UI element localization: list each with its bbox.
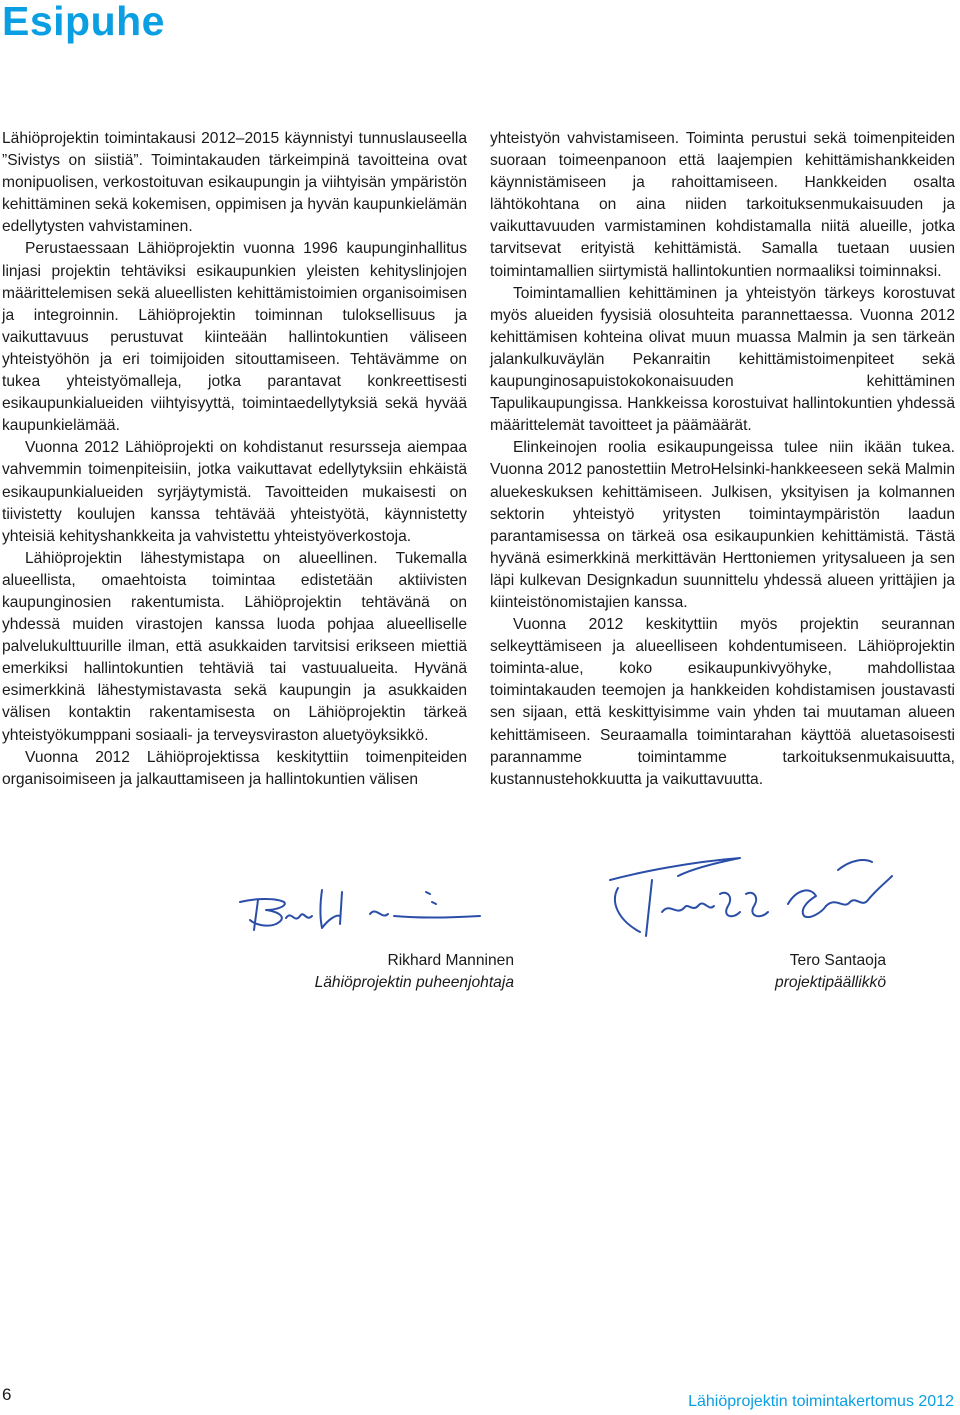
- signature-santaoja: [600, 850, 900, 950]
- signer-name: Tero Santaoja: [789, 952, 886, 969]
- footer-title: Lähiöprojektin toimintakertomus 2012: [688, 1393, 954, 1410]
- paragraph: Vuonna 2012 Lähiöprojektissa keskityttiin toimenpiteiden organisoimiseen ja jalkauttamiseen ja hallintokuntien välisen: [2, 748, 467, 788]
- signature-manninen: [236, 880, 486, 940]
- paragraph: Lähiöprojektin lähestymistapa on alueellinen. Tukemalla alueellista, omaehtoista toimintaa edistetään aktiivisten kaupunginosien rakentumista. Lähiöprojektin tehtävänä on yhdessä muiden virastojen kanssa luoda pohjaa alueelliselle palvelukulttuurille ilman, että asukkaiden tarvitsisi erikseen miettiä emerkiksi hallintokuntien tehtäviä tai vastuualueita. Hyvänä esimerkkinä lähestymistavasta sekä kaupungin ja asukkaiden välisen kontaktin rakentamisesta on Lähiöprojektin tärkeä yhteistyökumppani sosiaali- ja terveysviraston aluetyöyksikkö.: [2, 549, 467, 744]
- paragraph: Toimintamallien kehittäminen ja yhteistyön tärkeys korostuvat myös alueiden fyysisiä olosuhteita parannettaessa. Vuonna 2012 kehittämisen kohteina olivat muun muassa Malmin ja sen tärkeän jalankulkuväylän Pekanraitin kehittämistoimenpiteet sekä kaupunginosapuistokokonaisuuden kehittäminen Tapulikaupungissa. Hankkeissa korostuivat hallintokuntien yhdessä määrittelemät tavoitteet ja päämäärät.: [490, 284, 955, 435]
- page-title: Esipuhe: [2, 0, 165, 44]
- paragraph: Vuonna 2012 Lähiöprojekti on kohdistanut resursseja aiempaa vahvemmin toimenpiteisiin, jotka vaikuttavat edellytyksiin ehkäistä esikaupunkialueiden syrjäytymistä. Tavoitteiden mukaisesti on tiivistetty koulujen kanssa tehtävää yhteistyötä, käynnistetty yhteisiä kehityshankkeita ja vahvistettu yhteistyöverkostoja.: [2, 439, 467, 545]
- signer-block-santaoja: [775, 950, 886, 994]
- signer-block-manninen: [315, 950, 514, 994]
- signer-role: Lähiöprojektin puheenjohtaja: [314, 974, 514, 991]
- paragraph: yhteistyön vahvistamiseen. Toiminta perustui sekä toimenpiteiden suoraan toimeenpanoon että laajempien kehittämishankkeiden käynnistämiseen ja rahoittamiseen. Hankkeiden osalta lähtökohtana on aina niiden tarkoituksenmukaisuuden ja vaikuttavuuden varmistaminen kohdistamalla niitä alueille, jotka tarvitsevat erityistä kehittämistä. Samalla tuetaan uusien toimintamallien siirtymistä hallintokuntien normaaliksi toiminnaksi.: [490, 130, 955, 280]
- paragraph: Lähiöprojektin toimintakausi 2012–2015 käynnistyi tunnuslauseella ”Sivistys on siistiä”. Toimintakauden tärkeimpinä tavoitteina ovat monipuolisen, verkostoituvan esikaupungin ja viihtyisän ympäristön kehittäminen sekä kokemisen, oppimisen ja hyvän kaupunkielämän edellytysten vahvistaminen.: [2, 130, 467, 236]
- paragraph: Vuonna 2012 keskityttiin myös projektin seurannan selkeyttämiseen ja alueelliseen kohdentumiseen. Lähiöprojektin toiminta-alue, koko esikaupunkivyöhyke, mahdollistaa toimintakauden teemojen ja hankkeiden kohdistamisen joustavasti sen sijaan, että keskittyisimme vain yhden tai muutaman alueen kehittämiseen. Seuraamalla toimintarahan käyttöä aluetasoisesti parannamme toimintamme tarkoituksenmukaisuutta, kustannustehokkuutta ja vaikuttavuutta.: [490, 616, 955, 788]
- signer-role: projektipäällikkö: [775, 974, 886, 991]
- left-column: [2, 128, 467, 791]
- paragraph: Elinkeinojen roolia esikaupungeissa tulee niin ikään tukea. Vuonna 2012 panostettiin MetroHelsinki-hankkeeseen sekä Malmin aluekeskuksen kehittämiseen. Julkisen, yksityisen ja kolmannen sektorin yhteistyö yritysten toimintaympäristön laadun parantamisessa on tärkeä osa esikaupunkien kehittämistä. Tästä hyvänä esimerkkinä merkittävän Herttoniemen yritysalueen ja sen läpi kulkevan Designkadun suunnittelu yhdessä alueen yrittäjien ja kiinteistönomistajien kanssa.: [490, 439, 955, 611]
- paragraph: Perustaessaan Lähiöprojektin vuonna 1996 kaupunginhallitus linjasi projektin tehtäviksi esikaupunkien yleisten kehityslinjojen määrittelemisen sekä alueellisten kehittämistoimien organisoimisen ja integroinnin. Lähiöprojektin toiminnan tuloksellisuus ja vaikuttavuus perustuvat kiinteään hallintokuntien väliseen yhteistyöhön ja eri toimijoiden sitouttamiseen. Tehtävämme on tukea yhteistyömalleja, jotka parantavat konkreettisesti esikaupunkialueiden viihtyisyyttä, toimintaedellytyksiä sekä hyvää kaupunkielämää.: [2, 240, 467, 435]
- right-column: [490, 128, 955, 791]
- signer-name: Rikhard Manninen: [387, 952, 514, 969]
- page-number: 6: [2, 1385, 12, 1404]
